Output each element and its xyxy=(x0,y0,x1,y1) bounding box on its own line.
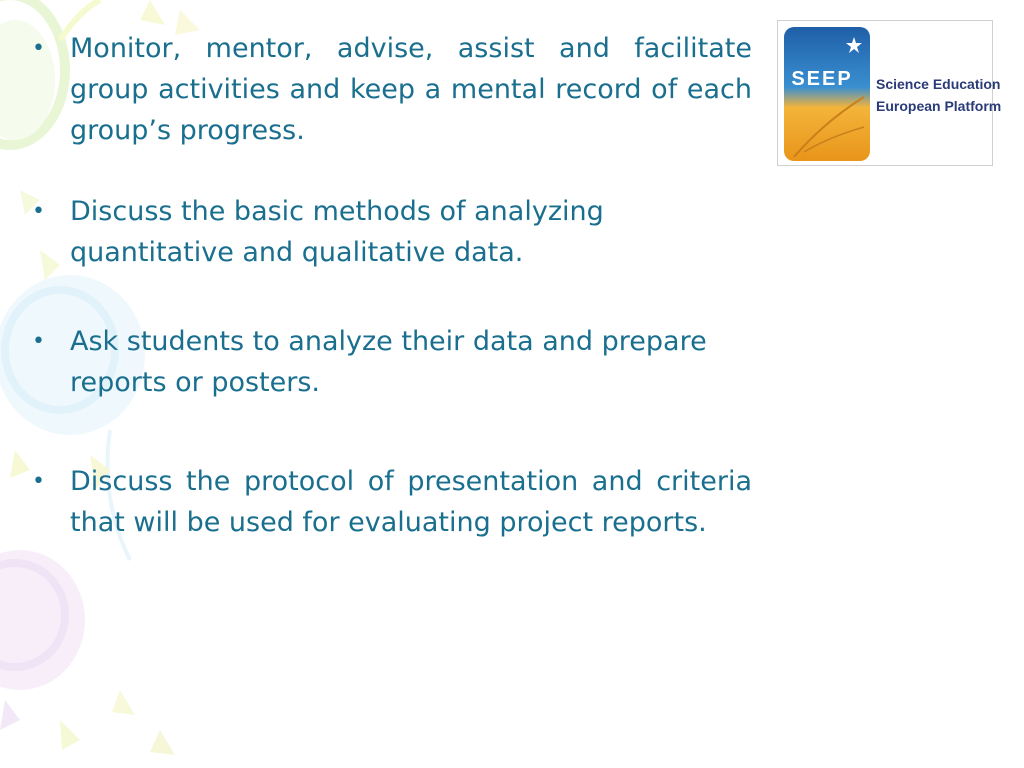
bullet-text: Discuss the basic methods of analyzing quantitative and qualitative data. xyxy=(70,196,604,268)
logo-line-2: European Platform xyxy=(876,98,1002,114)
bullet-list xyxy=(30,28,752,583)
bullet-item xyxy=(30,321,752,403)
svg-text:SEEP: SEEP xyxy=(791,68,853,90)
bullet-marker: • xyxy=(32,329,45,354)
logo-text xyxy=(876,73,1001,117)
bullet-text: Ask students to analyze their data and prepare reports or posters. xyxy=(70,326,707,398)
bullet-item xyxy=(30,191,752,273)
bullet-marker: • xyxy=(32,469,45,494)
seep-logo xyxy=(777,20,1002,166)
bullet-text: Monitor, mentor, advise, assist and facilitate group activities and keep a mental record of each group’s progress. xyxy=(70,33,752,146)
bullet-marker: • xyxy=(32,199,45,224)
bullet-marker: • xyxy=(32,36,45,61)
seep-emblem-icon xyxy=(784,27,870,161)
logo-line-1: Science Education xyxy=(876,76,1001,92)
bullet-item xyxy=(30,28,752,151)
bullet-text: Discuss the protocol of presentation and criteria that will be used for evaluating project reports. xyxy=(70,466,752,538)
bullet-item xyxy=(30,461,752,543)
